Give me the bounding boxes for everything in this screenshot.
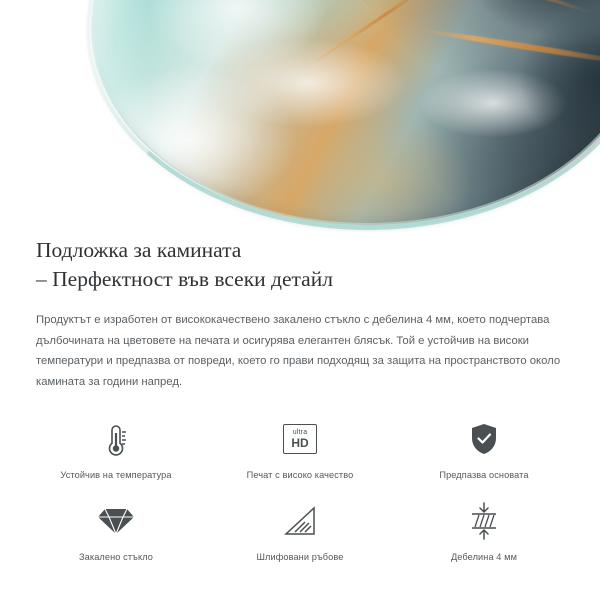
feature-label: Предпазва основата — [439, 470, 529, 480]
feature-label: Дебелина 4 мм — [450, 552, 517, 562]
shield-check-icon — [466, 416, 502, 462]
glass-disc-graphic — [88, 0, 600, 228]
page-title-line-2: – Перфектност във всеки детайл — [36, 267, 333, 291]
polished-edges-icon — [282, 498, 318, 544]
feature-thickness — [392, 498, 576, 562]
thickness-gauge-icon — [465, 498, 503, 544]
content-area — [0, 232, 600, 562]
feature-label: Печат с високо качество — [246, 470, 354, 480]
page-title-line-1: Подложка за камината — [36, 238, 242, 262]
feature-label: Устойчив на температура — [60, 470, 172, 480]
description-paragraph: Продуктът е изработен от висококачествено закалено стъкло с дебелина 4 мм, което подчертава дълбочината на цветовете на печата и осигурява елегантен блясък. Той е устойчив на високи температури и предпазва от повреди, което го прави подходящ за защита на пространството около камината за години напред. — [36, 314, 561, 388]
feature-label: Шлифовани ръбове — [256, 552, 344, 562]
feature-tempered-glass — [24, 498, 208, 562]
page-title — [36, 232, 564, 294]
thermometer-icon — [99, 416, 133, 462]
feature-label: Закалено стъкло — [79, 552, 153, 562]
ultra-hd-badge-top: ultra — [292, 429, 308, 436]
feature-grid — [24, 416, 576, 562]
feature-polished-edges — [208, 498, 392, 562]
feature-temperature-resistant — [24, 416, 208, 480]
product-description-text — [36, 310, 564, 392]
feature-high-quality-print — [208, 416, 392, 480]
diamond-icon — [96, 498, 136, 544]
ultra-hd-print-icon — [283, 416, 317, 462]
feature-protects-surface — [392, 416, 576, 480]
hero-product-image — [0, 0, 600, 232]
ultra-hd-badge-bottom: HD — [291, 436, 309, 450]
decor-wisp — [208, 38, 408, 128]
